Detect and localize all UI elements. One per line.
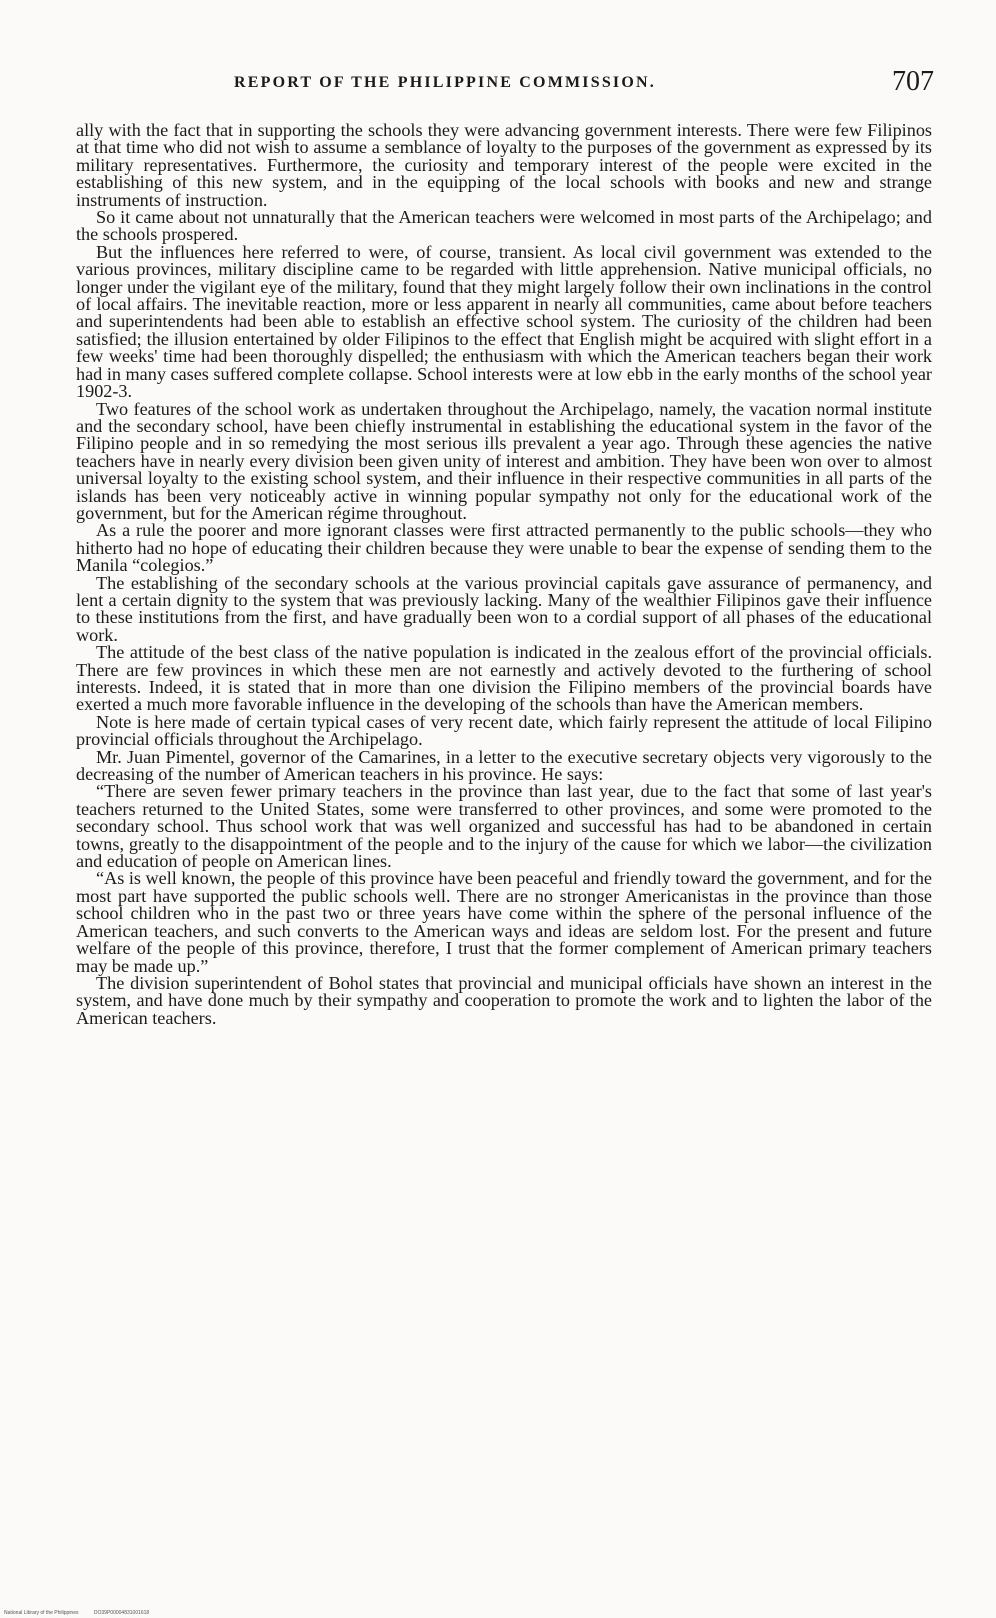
paragraph: ally with the fact that in supporting the schools they were advancing government interests. There were few Filipinos at that time who did not wish to assume a semblance of loyalty to the purposes of the government as expressed by its military representatives. Furthermore, the curiosity and temporary interest of the people were excited in the establishing of this new system, and in the equipping of the local schools with books and new and strange instruments of instruction. (76, 120, 932, 210)
paragraph: The establishing of the secondary schools at the various provincial capitals gave assurance of permanency, and lent a certain dignity to the system that was previously lacking. Many of the wealthier Filipinos gave their influence to these institutions from the first, and have gradually been won to a cordial support of all phases of the educational work. (76, 572, 932, 645)
paragraph: But the influences here referred to were, of course, transient. As local civil government was extended to the various provinces, military discipline came to be regarded with little apprehension. Native municipal officials, no longer under the vigilant eye of the military, found that they might largely follow their own inclinations in the control of local affairs. The inevitable reaction, more or less apparent in nearly all communities, came about before teachers and superintendents had been able to establish an effective school system. The curiosity of the children had been satisfied; the illusion entertained by older Filipinos to the effect that English might be acquired with slight effort in a few weeks' time had been thoroughly dispelled; the enthusiasm with which the American teachers began their work had in many cases suffered complete collapse. School interests were at low ebb in the early months of the school year 1902-3. (76, 241, 932, 402)
body-text (76, 122, 932, 1027)
paragraph: The division superintendent of Bohol states that provincial and municipal officials have shown an interest in the system, and have done much by their sympathy and cooperation to promote the work and to lighten the labor of the American teachers. (76, 972, 932, 1028)
library-credit: National Library of the Philippines (4, 1610, 79, 1616)
page-number: 707 (892, 66, 934, 97)
paragraph: Mr. Juan Pimentel, governor of the Camarines, in a letter to the executive secretary objects very vigorously to the decreasing of the number of American teachers in his province. He says: (76, 746, 932, 785)
running-title: REPORT OF THE PHILIPPINE COMMISSION. (234, 74, 656, 91)
paragraph: Two features of the school work as undertaken throughout the Archipelago, namely, the vacation normal institute and the secondary school, have been chiefly instrumental in establishing the educational system in the favor of the Filipino people and in so remedying the most serious ills prevalent a year ago. Through these agencies the native teachers have in nearly every division been given unity of interest and ambition. They have been won over to almost universal loyalty to the existing school system, and their influence in their respective communities in all parts of the islands has been very noticeably active in winning popular sympathy not only for the educational work of the government, but for the American régime throughout. (76, 398, 932, 523)
quoted-paragraph: “There are seven fewer primary teachers in the province than last year, due to the fact that some of last year's teachers returned to the United States, some were transferred to other provinces, and some were promoted to the secondary school. Thus school work that was well organized and successful has had to be abandoned in certain towns, greatly to the disappointment of the people and to the injury of the cause for which we labor—the civilization and education of people on American lines. (76, 781, 932, 872)
scan-code: DO39P00004831001618 (93, 1610, 150, 1616)
scan-footer (4, 1610, 163, 1616)
quoted-paragraph: “As is well known, the people of this province have been peaceful and friendly toward the government, and for the most part have supported the public schools well. There are no stronger Americanistas in the province than those school children who in the past two or three years have come within the sphere of the personal influence of the American teachers, and such converts to the American ways and ideas are seldom lost. For the present and future welfare of the people of this province, therefore, I trust that the former complement of American primary teachers may be made up.” (76, 868, 932, 976)
paragraph: As a rule the poorer and more ignorant classes were first attracted permanently to the public schools—they who hitherto had no hope of educating their children because they were unable to bear the expense of sending them to the Manila “colegios.” (76, 520, 932, 576)
paragraph: The attitude of the best class of the native population is indicated in the zealous effort of the provincial officials. There are few provinces in which these men are not earnestly and actively devoted to the furthering of school interests. Indeed, it is stated that in more than one division the Filipino members of the provincial boards have exerted a much more favorable influence in the developing of the schools than have the American members. (76, 642, 932, 715)
paragraph: Note is here made of certain typical cases of very recent date, which fairly represent the attitude of local Filipino provincial officials throughout the Archipelago. (76, 711, 932, 750)
page-header (76, 68, 934, 98)
paragraph: So it came about not unnaturally that the American teachers were welcomed in most parts of the Archipelago; and the schools prospered. (76, 207, 932, 245)
